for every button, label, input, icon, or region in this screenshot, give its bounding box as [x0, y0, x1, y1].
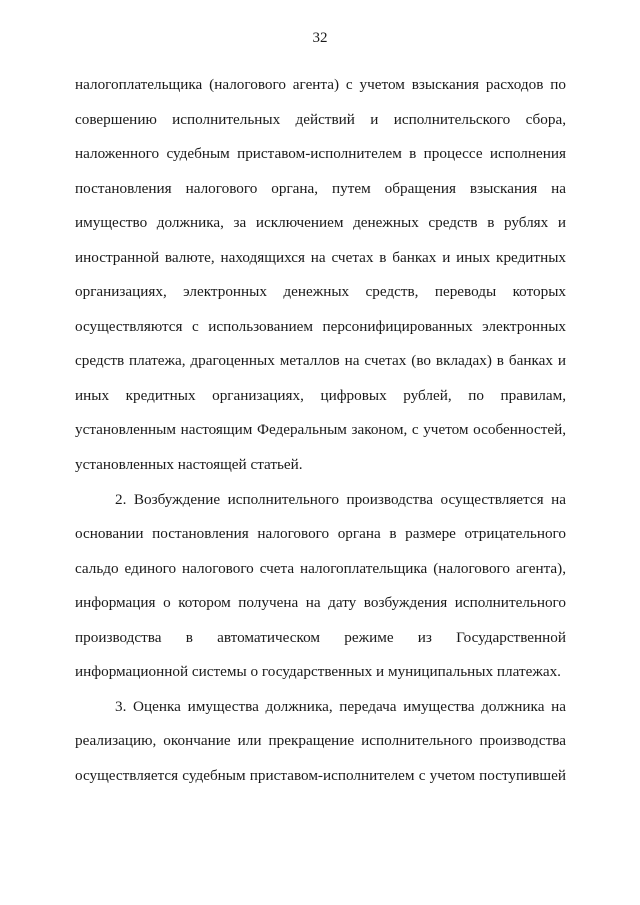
paragraph-1-continuation: [75, 68, 566, 483]
text-line: совершению исполнительных действий и исполнительского сбора,: [75, 110, 566, 128]
page-number: 32: [312, 30, 328, 46]
text-line: установленных настоящей статьей.: [75, 456, 303, 474]
text-line: осуществляются с использованием персонифицированных электронных: [75, 317, 566, 335]
text-line: организациях, электронных денежных средств, переводы которых: [75, 283, 566, 301]
text-line: имущество должника, за исключением денежных средств в рублях и: [75, 214, 566, 232]
text-line: основании постановления налогового органа в размере отрицательного: [75, 525, 566, 543]
text-line: наложенного судебным приставом-исполнителем в процессе исполнения: [75, 145, 566, 163]
text-line: 2. Возбуждение исполнительного производства осуществляется на: [115, 490, 566, 508]
text-line: реализацию, окончание или прекращение исполнительного производства: [75, 732, 566, 750]
paragraph-3: [75, 690, 566, 794]
text-line: информационной системы о государственных и муниципальных платежах.: [75, 663, 561, 681]
text-line: иных кредитных организациях, цифровых рублей, по правилам,: [75, 386, 566, 404]
text-line: средств платежа, драгоценных металлов на счетах (во вкладах) в банках и: [75, 352, 566, 370]
paragraph-2: [75, 483, 566, 690]
text-line: налогоплательщика (налогового агента) с учетом взыскания расходов по: [75, 76, 566, 93]
text-line: постановления налогового органа, путем обращения взыскания на: [75, 179, 566, 197]
text-line: иностранной валюте, находящихся на счетах в банках и иных кредитных: [75, 248, 566, 266]
document-body: [75, 68, 566, 793]
text-line: сальдо единого налогового счета налогоплательщика (налогового агента),: [75, 559, 566, 577]
text-line: информация о котором получена на дату возбуждения исполнительного: [75, 594, 566, 612]
text-line: производства в автоматическом режиме из Государственной: [75, 628, 566, 646]
text-line: 3. Оценка имущества должника, передача имущества должника на: [115, 697, 566, 715]
text-line: осуществляется судебным приставом-исполнителем с учетом поступившей: [75, 766, 566, 784]
text-line: установленным настоящим Федеральным законом, с учетом особенностей,: [75, 421, 566, 439]
